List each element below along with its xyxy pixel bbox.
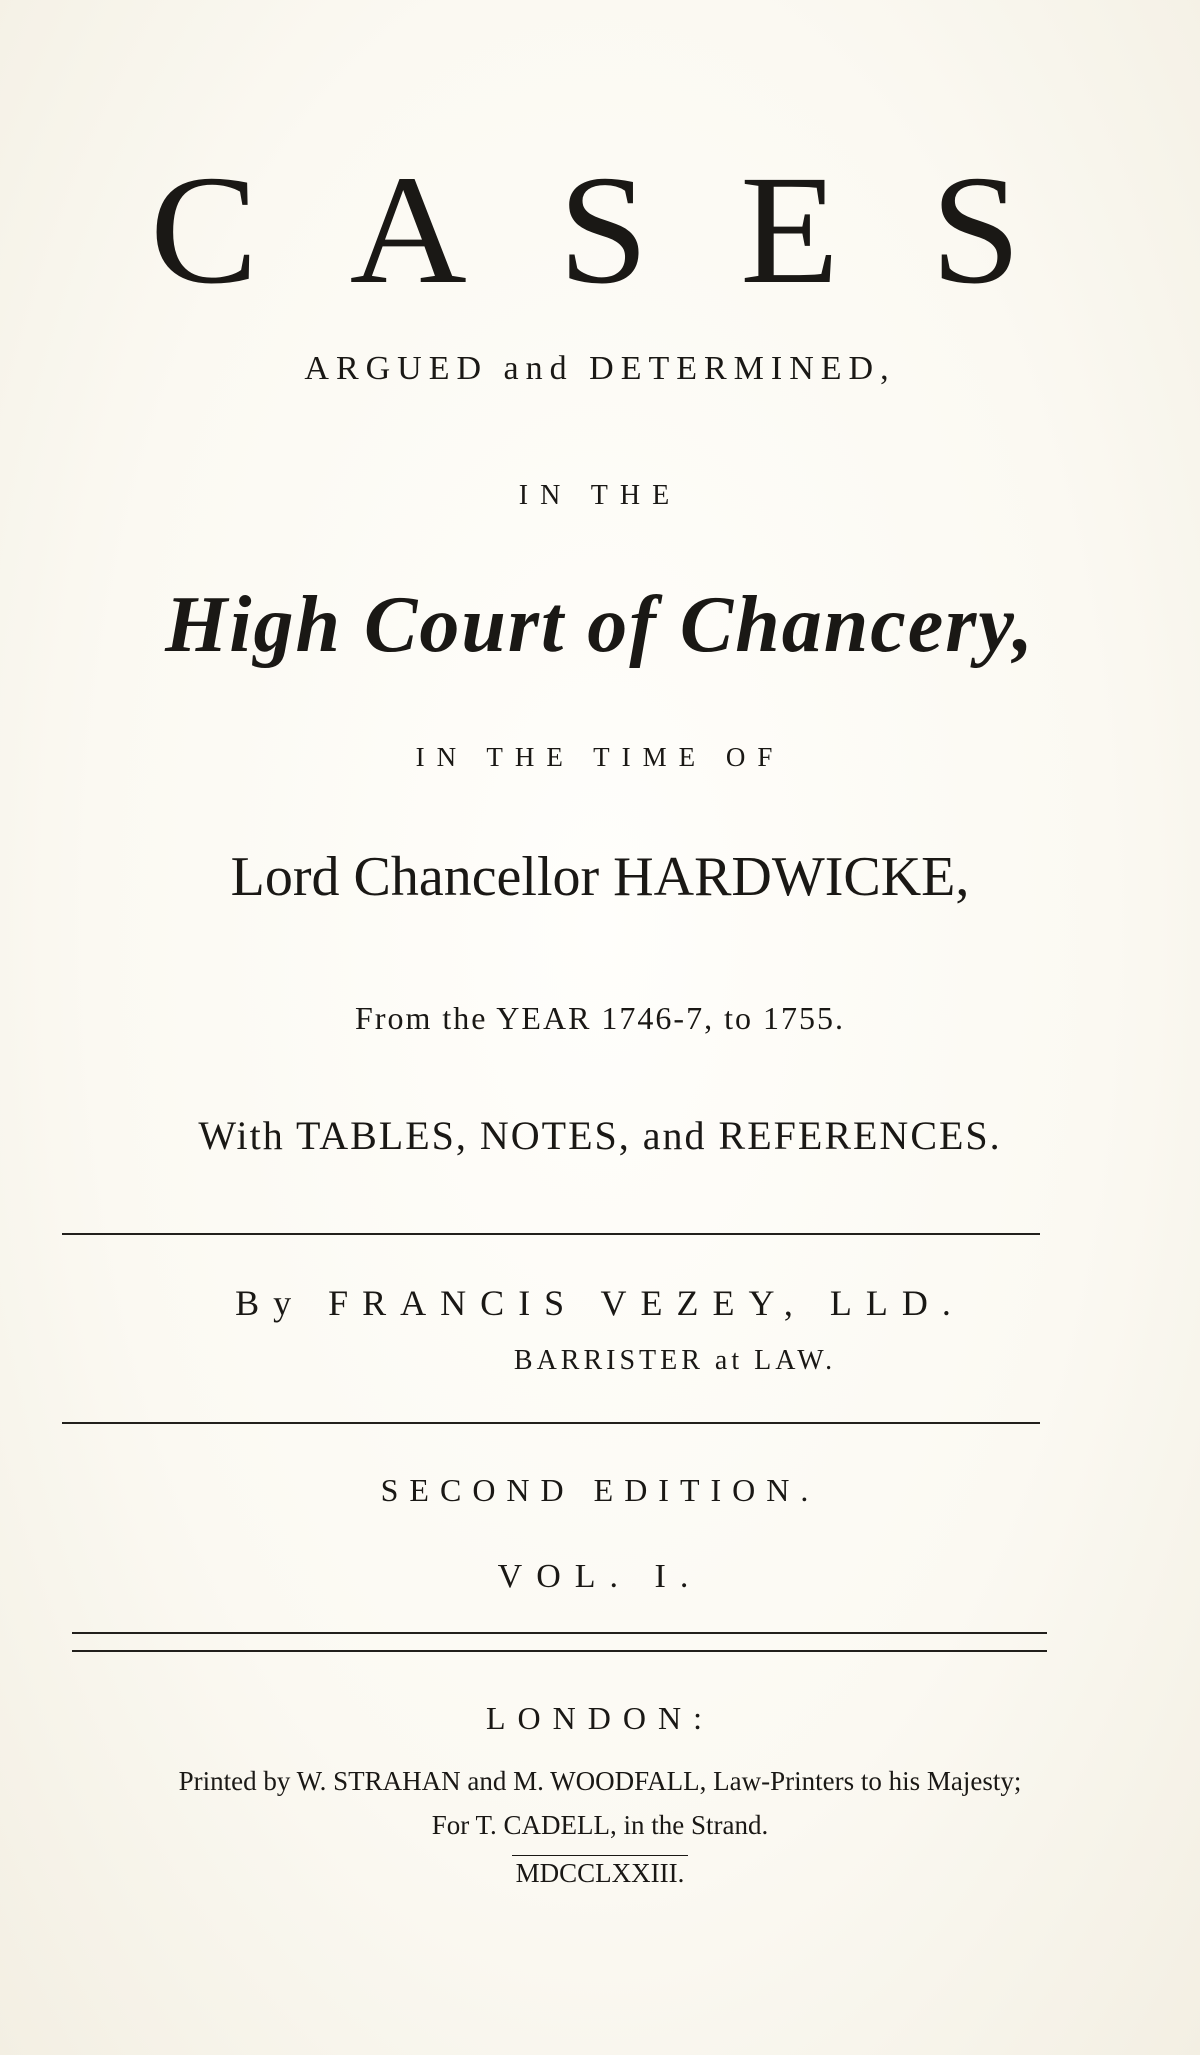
contents-note: With TABLES, NOTES, and REFERENCES. [198,1113,1002,1158]
imprint-year-text: MDCCLXXIII. [512,1855,689,1889]
court-name: High Court of Chancery, [165,581,1035,669]
chancellor-name: Lord Chancellor HARDWICKE, [230,846,970,908]
imprint-publisher: For T. CADELL, in the Strand. [431,1810,769,1840]
subtitle-in-the: IN THE [518,480,682,511]
double-rule-bottom [72,1650,1047,1652]
divider-rule [62,1233,1040,1235]
imprint-printer: Printed by W. STRAHAN and M. WOODFALL, Law-Printers to his Majesty; [178,1766,1022,1796]
subtitle-argued: ARGUED and DETERMINED, [304,350,896,387]
author-title: BARRISTER at LAW. [513,1345,837,1376]
double-rule-top [72,1632,1047,1634]
subtitle-time-of: IN THE TIME OF [415,742,785,772]
volume: VOL. I. [497,1558,703,1595]
imprint-year [0,1855,1200,1889]
edition: SECOND EDITION. [380,1472,820,1508]
author-line: By FRANCIS VEZEY, LLD. [235,1283,965,1323]
book-title: CASES [149,143,1113,316]
year-range: From the YEAR 1746-7, to 1755. [355,1000,845,1036]
divider-rule [62,1422,1040,1424]
imprint-city: LONDON: [486,1700,714,1736]
